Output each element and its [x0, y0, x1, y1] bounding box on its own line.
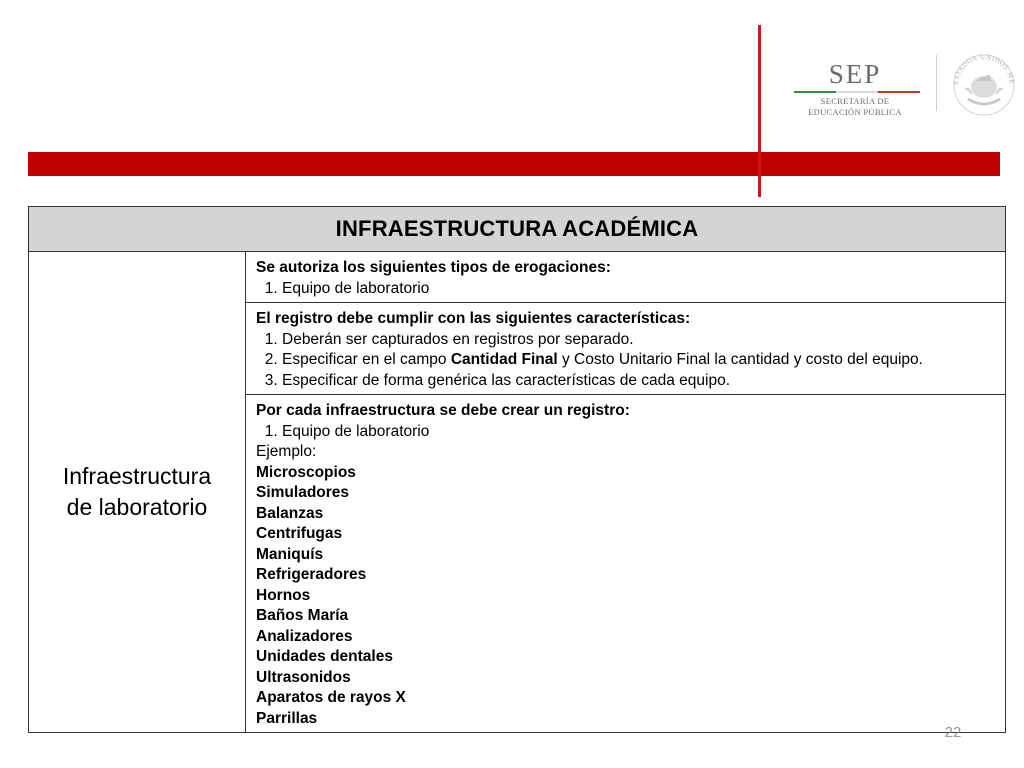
category-label-cell	[29, 252, 246, 733]
page-number: 22	[944, 724, 962, 741]
logo-stripe-red	[878, 91, 920, 93]
category-label-line-1: Infraestructura	[62, 463, 212, 489]
section-lead: El registro debe cumplir con las siguientes características:	[256, 310, 691, 327]
section-record-per-infrastructure	[246, 395, 1006, 733]
numbered-list	[256, 279, 995, 300]
header-red-bar	[28, 152, 1000, 176]
list-item: 1. Equipo de laboratorio	[282, 422, 995, 443]
list-item: 1. Equipo de laboratorio	[282, 279, 995, 300]
list-item	[282, 350, 995, 371]
mexican-coat-of-arms-seal-icon	[948, 47, 1020, 119]
numbered-list	[256, 422, 995, 443]
example-item: Balanzas	[256, 504, 324, 522]
logo-separator	[936, 55, 937, 111]
example-item: Simuladores	[256, 484, 350, 501]
list-item-text: y Costo Unitario Final la cantidad y costo del equipo.	[557, 351, 923, 368]
table-header: INFRAESTRUCTURA ACADÉMICA	[29, 207, 1006, 252]
example-item: Parrillas	[256, 709, 318, 727]
section-lead: Se autoriza los siguientes tipos de erogaciones:	[256, 259, 611, 276]
logo-stripe-white	[836, 91, 878, 93]
infrastructure-table	[28, 206, 1006, 733]
example-label: Ejemplo:	[256, 443, 317, 460]
example-item: Centrifugas	[256, 525, 343, 542]
logo-stripe-green	[794, 91, 836, 93]
sep-logo	[790, 55, 920, 125]
section-lead: Por cada infraestructura se debe crear un registro:	[256, 402, 630, 419]
sep-logo-subtitle-1: SECRETARÍA DE	[820, 96, 890, 106]
example-item: Hornos	[256, 586, 311, 604]
example-item: Refrigeradores	[256, 566, 367, 583]
example-item: Analizadores	[256, 627, 353, 645]
field-name-highlight: Cantidad Final	[450, 351, 558, 368]
example-item: Microscopios	[256, 463, 356, 481]
header-red-vertical-line	[758, 25, 761, 197]
example-item: Ultrasonidos	[256, 668, 351, 686]
example-item: Aparatos de rayos X	[256, 689, 406, 706]
list-item: 1. Deberán ser capturados en registros por separado.	[282, 330, 995, 351]
section-record-requirements	[246, 303, 1006, 395]
example-item: Baños María	[256, 607, 349, 624]
example-item: Unidades dentales	[256, 648, 393, 665]
sep-logo-subtitle-2: EDUCACIÓN PÚBLICA	[808, 107, 902, 117]
category-label-line-2: de laboratorio	[66, 494, 208, 520]
svg-text:ESTADOS UNIDOS MEXICANOS: ESTADOS UNIDOS ME	[952, 53, 1016, 86]
example-item: Maniquís	[256, 545, 324, 563]
section-authorized-expenses	[246, 252, 1006, 303]
sep-logo-title: SEP	[828, 59, 882, 89]
list-item: 3. Especificar de forma genérica las características de cada equipo.	[282, 371, 995, 392]
list-item-text: Especificar en el campo	[282, 351, 451, 368]
numbered-list	[256, 330, 995, 392]
